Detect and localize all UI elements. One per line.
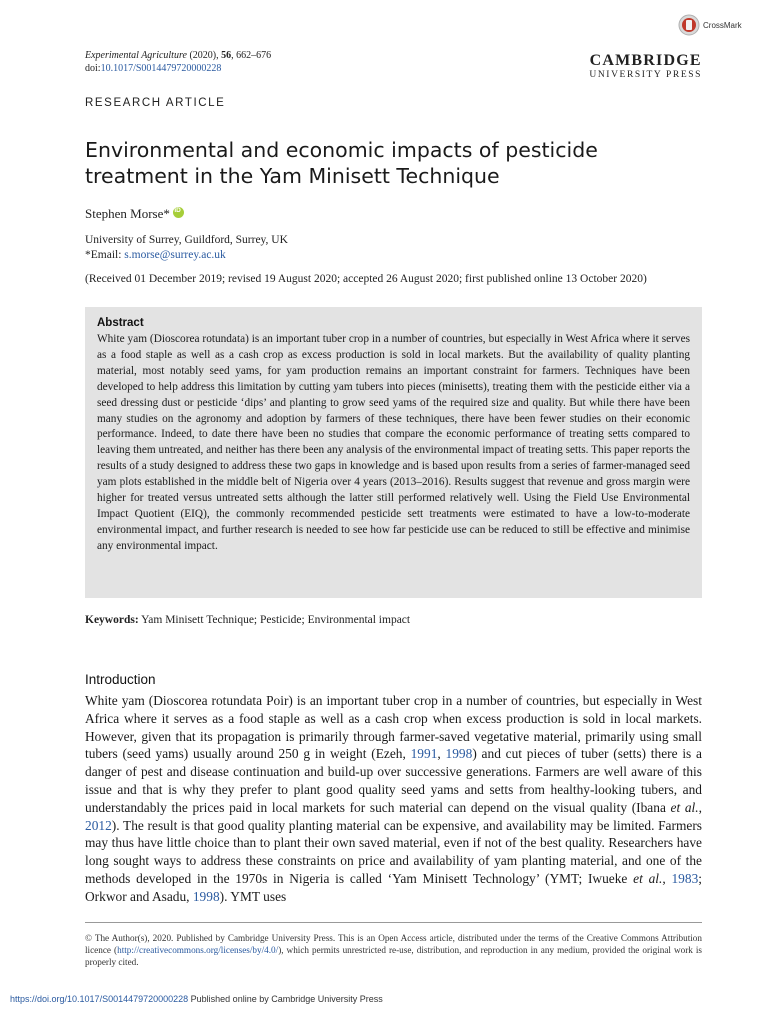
license-text-2: ), which permits unrestricted re-use, distribution, and reproduction in any medium, provided the original work is properly cited.: [85, 945, 702, 967]
intro-part-1: White yam (Dioscorea rotundata Poir) is an important tuber crop in a number of countries, but especially in West Africa where it serves as a food staple as well as a cash crop when excess production is sold in local markets. However, given that its propagation is primarily through farmer-saved vegetative material, primarily using small tubers (seed yams) usually around 250 g in weight (Ezeh,: [85, 693, 702, 762]
footer-doi-link[interactable]: https://doi.org/10.1017/S0014479720000228: [10, 994, 189, 1004]
et-al: et al.: [670, 799, 699, 815]
publisher-name: CAMBRIDGE: [589, 52, 702, 69]
footnote-divider: [85, 922, 702, 923]
author-line: [85, 206, 184, 222]
citation-link[interactable]: 1998: [192, 888, 220, 904]
page-footer: [10, 994, 383, 1004]
intro-part-5: ). YMT uses: [219, 888, 287, 904]
email-link[interactable]: s.morse@surrey.ac.uk: [124, 249, 226, 261]
publisher-logo: [589, 53, 702, 81]
crossmark-icon: [678, 14, 700, 36]
license-link[interactable]: http://creativecommons.org/licenses/by/4.0/: [117, 945, 279, 955]
author-name: Stephen Morse*: [85, 206, 170, 221]
et-al: et al.: [633, 870, 663, 886]
email-label: *Email:: [85, 249, 125, 261]
introduction-text: [85, 692, 702, 906]
intro-part-4: ; Orkwor and Asadu,: [85, 870, 702, 904]
journal-pages: , 662–676: [231, 50, 272, 61]
journal-volume: 56: [221, 50, 232, 61]
journal-name: Experimental Agriculture: [85, 50, 187, 61]
affiliation: University of Surrey, Guildford, Surrey, UK: [85, 234, 288, 246]
intro-sep: ,: [662, 870, 672, 886]
abstract-text: White yam (Dioscorea rotundata) is an important tuber crop in a number of countries, but especially in West Africa where it serves as a food staple as well as a cash crop as excess production is sold in local markets. But the availability of quality planting material, most notably seed yams, for yam production remains an important constraint for farmers. Techniques have been developed to help address this limitation by cutting yam tubers into pieces (minisetts), treating them with the pesticide either via a seed dressing dust or pesticide ‘dips’ and planting to grow seed yams of the required size and quality. But while there have been many studies on the agronomy and adoption by farmers of these techniques, there have been fewer studies on their economic performance. Indeed, to date there have been no studies that compare the economic performance of treating setts compared to leaving them untreated, and neither has there been any analysis of the environmental impact of treating setts. This paper reports the results of a study designed to address these two gaps in knowledge and is based upon results from a series of farmer-managed seed yam plots established in the middle belt of Nigeria over 4 years (2013–2016). Results suggest that revenue and gross margin were higher for treated versus untreated setts although the latter still performed relatively well. Using the Field Use Environmental Impact Quotient (EIQ), the commonly recommended pesticide sett treatments were estimated to have a low-to-moderate environmental impact, and further research is needed to see how far pesticide use can be reduced to still be effective and minimise any environmental impact.: [97, 333, 690, 552]
orcid-icon[interactable]: [173, 207, 184, 218]
footer-text: Published online by Cambridge University Press: [188, 994, 383, 1004]
keywords-text: Yam Minisett Technique; Pesticide; Environmental impact: [138, 614, 411, 626]
citation-link[interactable]: 1991: [410, 746, 438, 762]
intro-part-2: ) and cut pieces of tuber (setts) there is a danger of pest and disease continuation and build-up over successive generations. Farmers are well aware of this issue and that is why they prefer to plant good quality seed yams and setts from healthy-looking tubers, and understandably the prices paid in local markets for such material can depend on the visual quality (Ibana: [85, 746, 702, 815]
keywords-label: Keywords:: [85, 614, 139, 626]
doi-link[interactable]: 10.1017/S0014479720000228: [100, 63, 222, 74]
abstract-heading: Abstract: [97, 317, 144, 329]
crossmark-button[interactable]: [678, 14, 742, 36]
intro-sep: ,: [437, 746, 446, 762]
doi-prefix: doi:: [85, 63, 101, 74]
journal-citation: [85, 49, 271, 75]
license-notice: [85, 932, 702, 968]
citation-link[interactable]: 1983: [671, 870, 699, 886]
crossmark-label: CrossMark: [703, 20, 742, 30]
article-dates: (Received 01 December 2019; revised 19 August 2020; accepted 26 August 2020; first published online 13 October 2020): [85, 273, 647, 285]
abstract-box: [85, 307, 702, 598]
introduction-heading: Introduction: [85, 672, 156, 687]
citation-link[interactable]: 2012: [85, 817, 112, 833]
intro-sep: ,: [698, 799, 702, 815]
affiliation-block: [85, 233, 288, 263]
publisher-subname: UNIVERSITY PRESS: [589, 70, 702, 80]
article-title: Environmental and economic impacts of pesticide treatment in the Yam Minisett Technique: [85, 138, 598, 188]
license-text-1: © The Author(s), 2020. Published by Cambridge University Press. This is an Open Access article, distributed under the terms of the Creative Commons Attribution licence (: [85, 933, 702, 955]
journal-year: (2020),: [186, 50, 222, 61]
keywords: [85, 614, 410, 626]
intro-part-3: ). The result is that good quality planting material can be expensive, and availability may be limited. Farmers may thus have little choice than to plant their own saved material, even if not of the best quality. Researchers have long sought ways to address these constraints on price and availability of yam planting material, and one of the methods developed in the 1970s in Nigeria is called ‘Yam Minisett Technology’ (YMT; Iwueke: [85, 817, 702, 886]
article-type: RESEARCH ARTICLE: [85, 97, 226, 109]
citation-link[interactable]: 1998: [445, 746, 473, 762]
